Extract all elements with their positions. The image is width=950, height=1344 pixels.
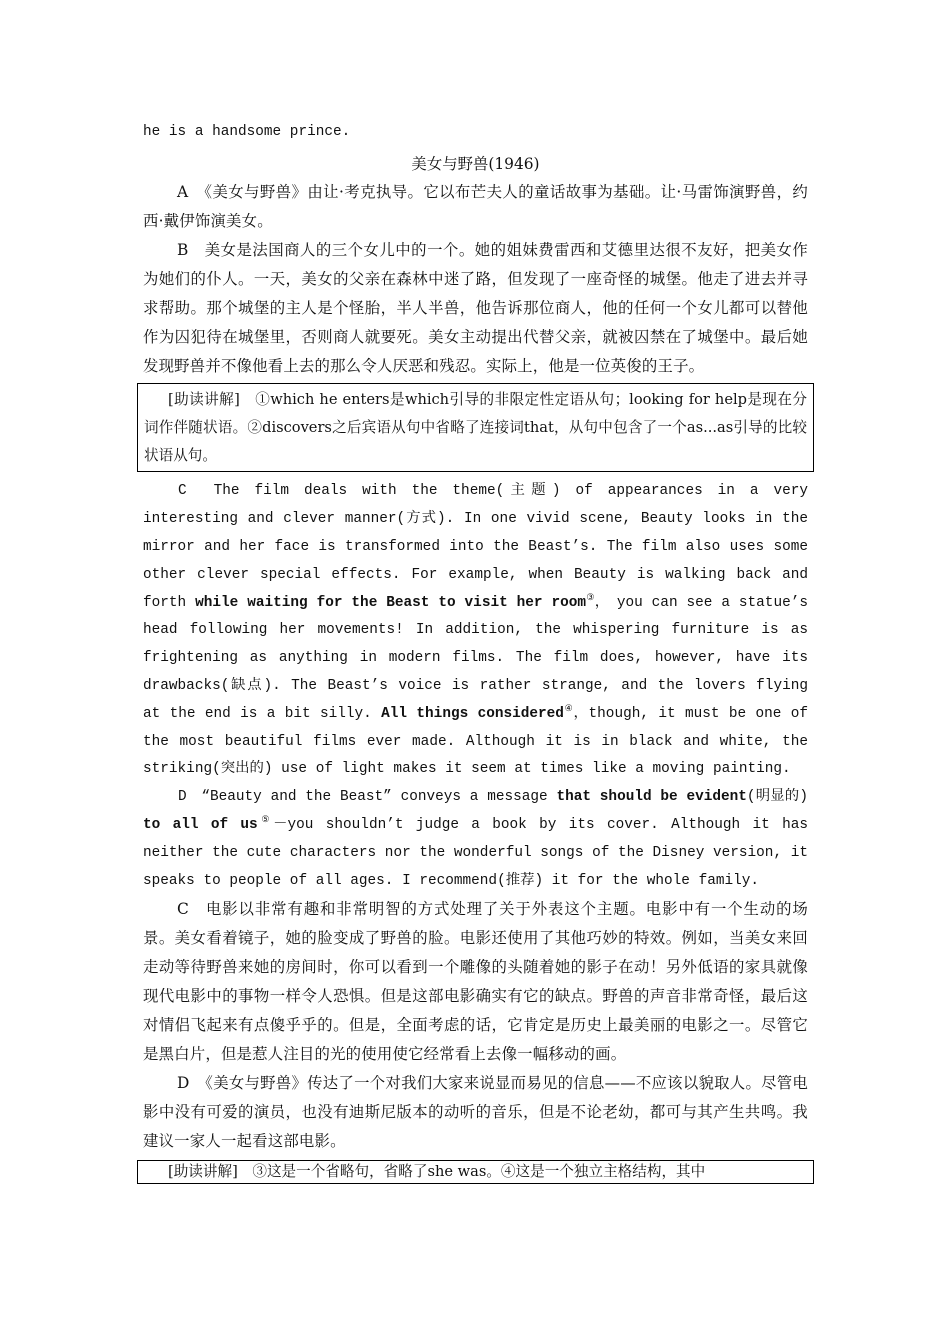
reading-note-box-1: [助读讲解] ①which he enters是which引导的非限定性定语从句；looking for help是现在分词作伴随状语。②discovers之后宾语从句中省略了连接词that，从句中包含了一个as...as引导的比较状语从句。 [137, 383, 814, 472]
text-span: (明显的) [746, 789, 808, 806]
note-marker: ③ [586, 592, 595, 603]
paragraph-b-chinese: B 美女是法国商人的三个女儿中的一个。她的姐妹费雷西和艾德里达很不友好，把美女作为她们的仆人。一天，美女的父亲在森林中迷了路，但发现了一座奇怪的城堡。他走了进去并寻求帮助。那个城堡的主人是个怪胎，半人半兽，他告诉那位商人，他的任何一个女儿都可以替他作为囚犯待在城堡里，否则商人就要死。美女主动提出代替父亲，就被囚禁在了城堡中。最后她发现野兽并不像他看上去的那么令人厌恶和残忍。实际上，他是一位英俊的王子。 [143, 241, 808, 375]
paragraph-c-chinese: C 电影以非常有趣和非常明智的方式处理了关于外表这个主题。电影中有一个生动的场景。美女看着镜子，她的脸变成了野兽的脸。电影还使用了其他巧妙的特效。例如，当美女来回走动等待野兽来她的房间时，你可以看到一个雕像的头随着她的影子在动！另外低语的家具就像现代电影中的事物一样令人恐惧。但是这部电影确实有它的缺点。野兽的声音非常奇怪，最后这对情侣飞起来有点傻乎乎的。但是，全面考虑的话，它肯定是历史上最美丽的电影之一。尽管它是黑白片，但是惹人注目的光的使用使它经常看上去像一幅移动的画。 [143, 900, 808, 1064]
text-span: C The film deals with the theme(主题) of appearances in a very interesting and clever manner(方式). In one vivid scene, Beauty looks in the mirror and her face is transformed into the Beast’s. The film also uses some other clever special effects. For example, when Beauty is walking back and forth [143, 483, 808, 611]
paragraph-d-chinese: D 《美女与野兽》传达了一个对我们大家来说显而易见的信息——不应该以貌取人。尽管电影中没有可爱的演员，也没有迪斯尼版本的动听的音乐，但是不论老幼，都可与其产生共鸣。我建议一家人一起看这部电影。 [143, 1074, 808, 1151]
reading-note-box-2: [助读讲解] ③这是一个省略句，省略了she was。④这是一个独立主格结构，其中 [137, 1160, 814, 1184]
note-marker: ④ [563, 703, 574, 714]
paragraph-a-chinese: A 《美女与野兽》由让·考克执导。它以布芒夫人的童话故事为基础。让·马雷饰演野兽，约西·戴伊饰演美女。 [143, 183, 808, 230]
note-marker: ⑤ [257, 815, 274, 826]
document-page [143, 118, 808, 1184]
bold-phrase: to all of us [143, 816, 258, 833]
text-span: ， you can see a statue’s head following her movements! In addition, the whispering furniture is as frightening as anything in modern films. The film does, however, have its drawbacks(缺点). The Beast’s voice is rather strange, and the lovers flying at the end is a bit silly. [143, 594, 808, 722]
bold-phrase: All things considered [381, 705, 564, 722]
bold-phrase: that should be evident [556, 789, 747, 806]
paragraph-d-english [143, 784, 808, 895]
text-span: －you shouldn’t judge a book by its cover. Although it has neither the cute characters nor the wonderful songs of the Disney version, it speaks to people of all ages. I recommend(推荐) it for the whole family. [143, 816, 808, 889]
text-span: D “Beauty and the Beast” conveys a message [178, 789, 557, 806]
bold-phrase: while waiting for the Beast to visit her room [195, 594, 587, 611]
section-title: 美女与野兽(1946) [411, 155, 540, 173]
continuation-line: he is a handsome prince. [143, 124, 351, 140]
paragraph-c-english [143, 478, 808, 784]
text-span: ，though, it must be one of the most beautiful films ever made. Although it is in black and white, the striking(突出的) use of light makes it seem at times like a moving painting. [143, 705, 808, 778]
